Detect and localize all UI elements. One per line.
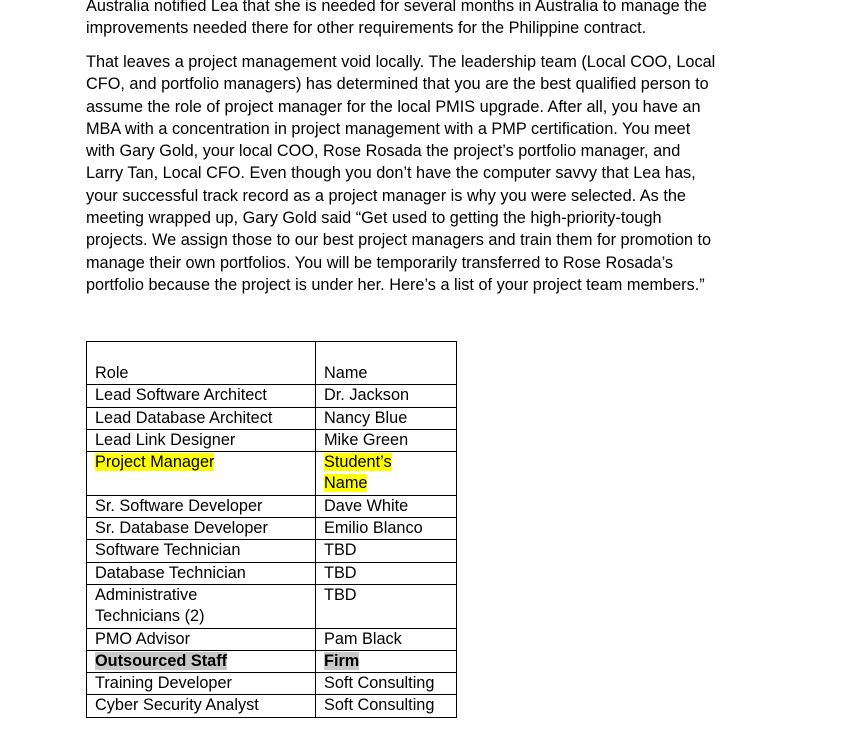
role-cell xyxy=(87,650,316,672)
paragraph-intro xyxy=(86,0,786,40)
paragraph-line: CFO, and portfolio managers) has determined that you are the best qualified person to xyxy=(86,75,709,94)
role-text: Sr. Database Developer xyxy=(95,519,268,538)
name-text: Pam Black xyxy=(324,629,402,648)
table-row xyxy=(87,628,457,650)
paragraph-line: with Gary Gold, your local COO, Rose Rosada the project’s portfolio manager, and xyxy=(86,142,681,161)
name-cell xyxy=(316,385,457,407)
role-text: PMO Advisor xyxy=(95,629,190,648)
role-text: Lead Software Architect xyxy=(95,386,267,405)
name-cell xyxy=(316,429,457,451)
name-cell xyxy=(316,628,457,650)
table-header-row xyxy=(87,342,457,385)
name-text: Soft Consulting xyxy=(324,674,435,693)
header-role: Role xyxy=(87,342,316,385)
name-text: Soft Consulting xyxy=(324,696,435,715)
role-cell xyxy=(87,695,316,717)
table-row xyxy=(87,584,457,628)
table-row xyxy=(87,518,457,540)
role-text: Sr. Software Developer xyxy=(95,496,263,515)
paragraph-line: manage their own portfolios. You will be temporarily transferred to Rose Rosada’s xyxy=(86,253,674,272)
role-cell xyxy=(87,429,316,451)
name-text: Firm xyxy=(324,651,360,670)
name-text: TBD xyxy=(324,563,357,582)
name-cell xyxy=(316,673,457,695)
name-text: Mike Green xyxy=(324,430,409,449)
role-cell xyxy=(87,562,316,584)
project-team-table xyxy=(86,341,457,718)
table-row xyxy=(87,495,457,517)
name-cell xyxy=(316,650,457,672)
name-cell xyxy=(316,695,457,717)
name-text: TBD xyxy=(324,541,357,560)
table-row xyxy=(87,385,457,407)
role-text: Database Technician xyxy=(95,563,246,582)
table-row xyxy=(87,673,457,695)
table-row xyxy=(87,540,457,562)
paragraph-line: portfolio because the project is under her. Here’s a list of your project team members.” xyxy=(86,275,705,294)
paragraph-line: projects. We assign those to our best project managers and train them for promotion to xyxy=(86,231,712,250)
header-name: Name xyxy=(316,342,457,385)
role-cell xyxy=(87,673,316,695)
name-cell xyxy=(316,452,457,496)
paragraph-line: Australia notified Lea that she is needed for several months in Australia to manage the xyxy=(86,0,707,15)
role-text: Lead Link Designer xyxy=(95,430,236,449)
table-row xyxy=(87,452,457,496)
name-cell xyxy=(316,562,457,584)
name-text: Name xyxy=(324,474,368,493)
paragraph-line: meeting wrapped up, Gary Gold said “Get used to getting the high-priority-tough xyxy=(86,209,662,228)
name-cell xyxy=(316,584,457,628)
role-text: Project Manager xyxy=(95,453,215,472)
role-cell xyxy=(87,584,316,628)
name-text: Student’s xyxy=(324,453,392,472)
role-text: Cyber Security Analyst xyxy=(95,696,259,715)
name-text: TBD xyxy=(324,585,357,604)
paragraph-line: That leaves a project management void locally. The leadership team (Local COO, Local xyxy=(86,53,716,71)
paragraph-line: assume the role of project manager for the local PMIS upgrade. After all, you have an xyxy=(86,97,701,116)
paragraph-line: your successful track record as a project manager is why you were selected. As the xyxy=(86,186,686,205)
name-text: Emilio Blanco xyxy=(324,519,423,538)
role-text: Lead Database Architect xyxy=(95,408,273,427)
role-text: Outsourced Staff xyxy=(95,651,228,670)
role-cell xyxy=(87,495,316,517)
name-text: Dr. Jackson xyxy=(324,386,410,405)
paragraph-line: improvements needed there for other requirements for the Philippine contract. xyxy=(86,19,647,38)
table-row xyxy=(87,650,457,672)
name-text: Nancy Blue xyxy=(324,408,408,427)
role-cell xyxy=(87,628,316,650)
role-text: Administrative xyxy=(95,585,198,604)
name-text: Dave White xyxy=(324,496,409,515)
role-text: Technicians (2) xyxy=(95,607,205,626)
name-cell xyxy=(316,518,457,540)
name-cell xyxy=(316,407,457,429)
paragraph-line: MBA with a concentration in project management with a PMP certification. You meet xyxy=(86,119,691,138)
role-cell xyxy=(87,452,316,496)
paragraph-line: Larry Tan, Local CFO. Even though you don’t have the computer savvy that Lea has, xyxy=(86,164,696,183)
name-cell xyxy=(316,495,457,517)
name-cell xyxy=(316,540,457,562)
role-cell xyxy=(87,518,316,540)
table-row xyxy=(87,695,457,717)
role-text: Software Technician xyxy=(95,541,241,560)
role-text: Training Developer xyxy=(95,674,232,693)
table-row xyxy=(87,562,457,584)
table-row xyxy=(87,407,457,429)
role-cell xyxy=(87,407,316,429)
table-row xyxy=(87,429,457,451)
paragraph-project-assignment xyxy=(86,51,786,296)
role-cell xyxy=(87,540,316,562)
role-cell xyxy=(87,385,316,407)
